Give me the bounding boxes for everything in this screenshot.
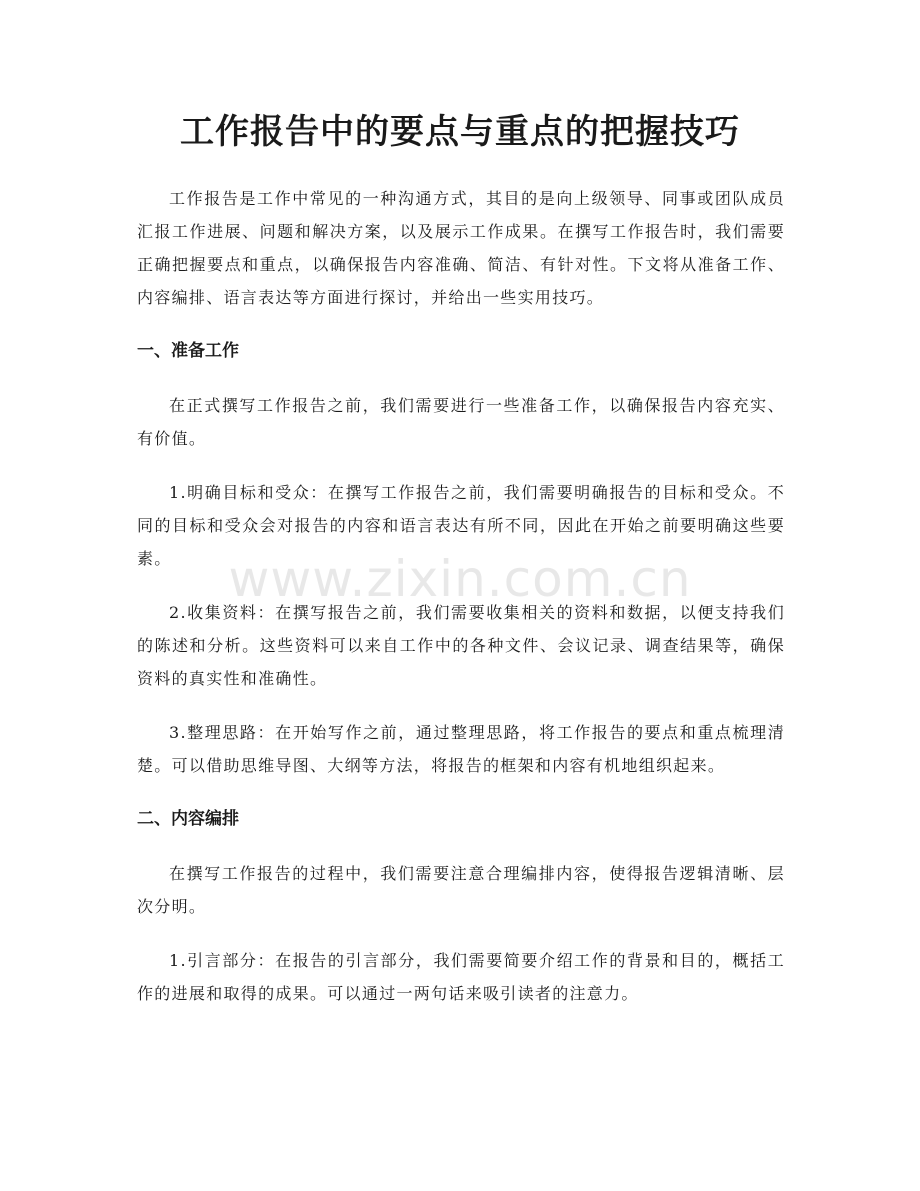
section2-item-1: 1.引言部分：在报告的引言部分，我们需要简要介绍工作的背景和目的，概括工作的进展和取得的成果。可以通过一两句话来吸引读者的注意力。 [137,951,785,1003]
section1-item-2: 2.收集资料：在撰写报告之前，我们需要收集相关的资料和数据，以便支持我们的陈述和分析。这些资料可以来自工作中的各种文件、会议记录、调查结果等，确保资料的真实性和准确性。 [137,603,785,688]
section-heading-preparation: 一、准备工作 [137,341,239,361]
watermark: www.zixin.com.cn [228,550,692,608]
section1-lead-paragraph: 在正式撰写工作报告之前，我们需要进行一些准备工作，以确保报告内容充实、有价值。 [137,396,785,448]
section-heading-content-arrangement: 二、内容编排 [137,809,239,829]
section2-lead-paragraph: 在撰写工作报告的过程中，我们需要注意合理编排内容，使得报告逻辑清晰、层次分明。 [137,864,785,916]
document-body [137,182,785,1010]
section1-item-3: 3.整理思路：在开始写作之前，通过整理思路，将工作报告的要点和重点梳理清楚。可以借助思维导图、大纲等方法，将报告的框架和内容有机地组织起来。 [137,723,785,775]
intro-paragraph: 工作报告是工作中常见的一种沟通方式，其目的是向上级领导、同事或团队成员汇报工作进展、问题和解决方案，以及展示工作成果。在撰写工作报告时，我们需要正确把握要点和重点，以确保报告内容准确、简洁、有针对性。下文将从准备工作、内容编排、语言表达等方面进行探讨，并给出一些实用技巧。 [137,189,785,307]
document-title: 工作报告中的要点与重点的把握技巧 [180,112,740,152]
section1-item-1: 1.明确目标和受众：在撰写工作报告之前，我们需要明确报告的目标和受众。不同的目标和受众会对报告的内容和语言表达有所不同，因此在开始之前要明确这些要素。 [137,483,785,568]
